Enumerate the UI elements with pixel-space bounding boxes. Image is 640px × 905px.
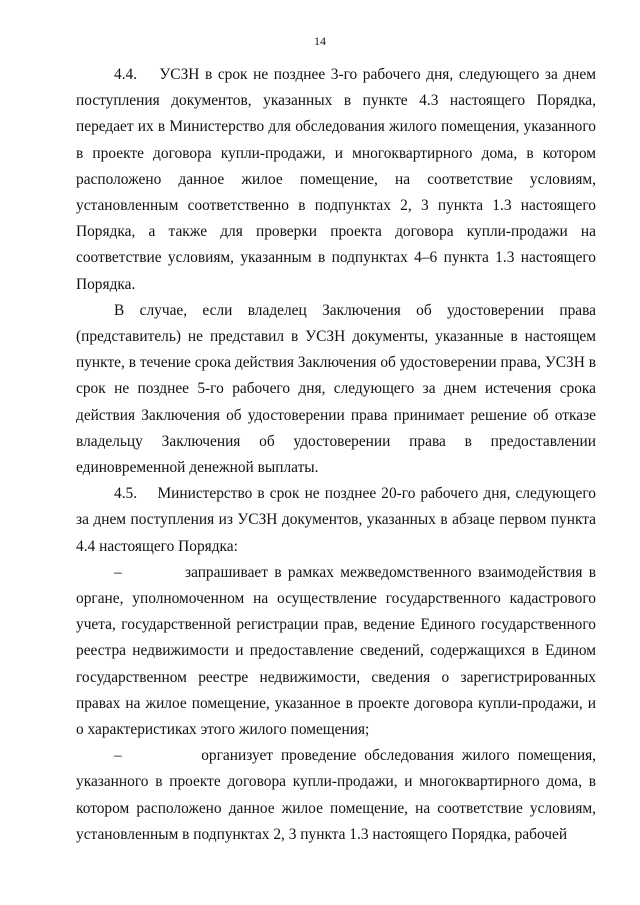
list-item-inspection: – организует проведение обследования жилого помещения, указанного в проекте договора купли-продажи, и многоквартирного дома, в котором расположено данное жилое помещение, на соответствие условиям, установленным в подпунктах 2, 3 пункта 1.3 настоящего Порядка, рабочей xyxy=(76,747,596,843)
paragraph-4-4: 4.4. УСЗН в срок не позднее 3-го рабочего дня, следующего за днем поступления документов, указанных в пункте 4.3 настоящего Порядка, передает их в Министерство для обследования жилого помещения, указанного в проекте договора купли-продажи, и многоквартирного дома, в котором расположено данное жилое помещение, на соответствие условиям, установленным соответственно в подпунктах 2, 3 пункта 1.3 настоящего Порядка, а также для проверки проекта договора купли-продажи на соответствие условиям, указанным в подпунктах 4–6 пункта 1.3 настоящего Порядка. xyxy=(76,66,596,293)
paragraph-4-5: 4.5. Министерство в срок не позднее 20-го рабочего дня, следующего за днем поступления из УСЗН документов, указанных в абзаце первом пункта 4.4 настоящего Порядка: xyxy=(76,485,596,555)
document-body xyxy=(76,62,596,848)
list-item-request: – запрашивает в рамках межведомственного взаимодействия в органе, уполномоченном на осуществление государственного кадастрового учета, государственной регистрации прав, ведение Единого государственного реестра недвижимости и предоставление сведений, содержащихся в Едином государственном реестре недвижимости, сведения о зарегистрированных правах на жилое помещение, указанное в проекте договора купли-продажи, и о характеристиках этого жилого помещения; xyxy=(76,563,596,739)
paragraph-refusal: В случае, если владелец Заключения об удостоверении права (представитель) не представил в УСЗН документы, указанные в настоящем пункте, в течение срока действия Заключения об удостоверении права, УСЗН в срок не позднее 5-го рабочего дня, следующего за днем истечения срока действия Заключения об удостоверении права принимает решение об отказе владельцу Заключения об удостоверении права в предоставлении единовременной денежной выплаты. xyxy=(76,301,596,477)
page-number: 14 xyxy=(314,34,326,48)
